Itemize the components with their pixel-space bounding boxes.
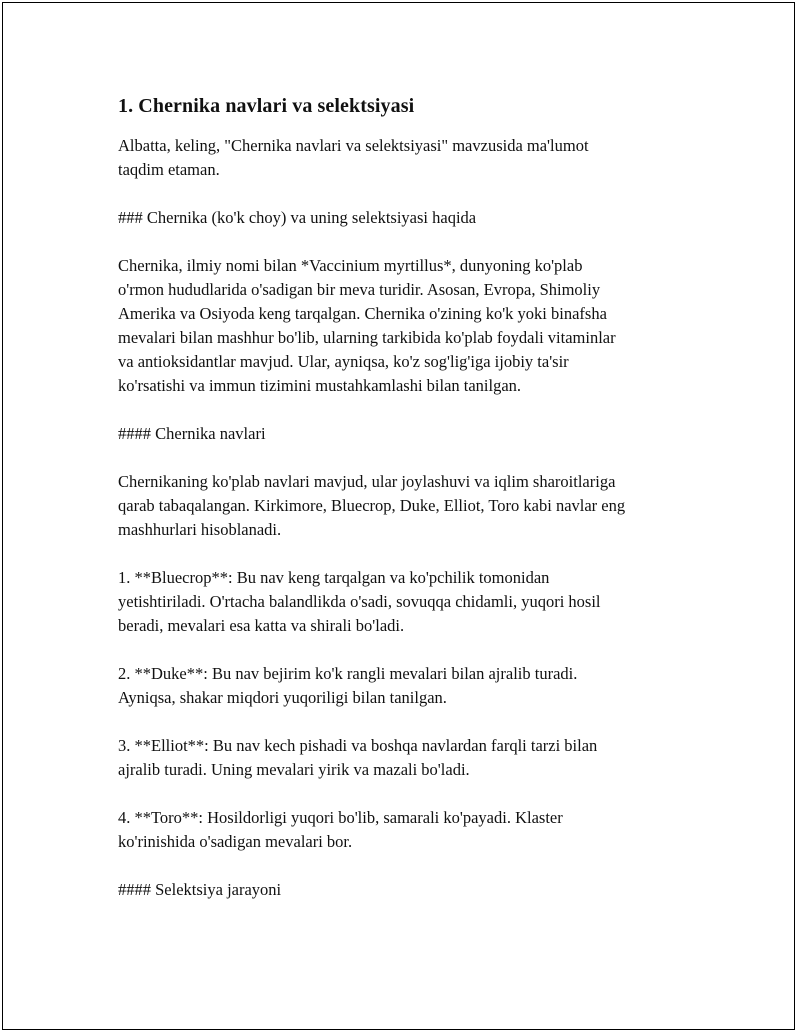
document-body [118,92,698,926]
list-item-duke: 2. **Duke**: Bu nav bejirim ko'k rangli mevalari bilan ajralib turadi. Ayniqsa, shakar miqdori yuqoriligi bilan tanilgan. [118,664,578,707]
subheading-selektsiya: #### Selektsiya jarayoni [118,880,282,899]
section-heading-chernika: ### Chernika (ko'k choy) va uning selektsiyasi haqida [118,208,477,227]
intro-paragraph: Albatta, keling, "Chernika navlari va selektsiyasi" mavzusida ma'lumot taqdim etaman. [118,136,589,179]
subheading-navlari: #### Chernika navlari [118,424,266,443]
document-title: 1. Chernika navlari va selektsiyasi [118,95,415,117]
list-item-bluecrop: 1. **Bluecrop**: Bu nav keng tarqalgan va ko'pchilik tomonidan yetishtiriladi. O'rtacha balandlikda o'sadi, sovuqqa chidamli, yuqori hosil beradi, mevalari esa katta va shirali bo'ladi. [118,568,601,635]
chernika-description-paragraph: Chernika, ilmiy nomi bilan *Vaccinium myrtillus*, dunyoning ko'plab o'rmon hududlarida o'sadigan bir meva turidir. Asosan, Evropa, Shimoliy Amerika va Osiyoda keng tarqalgan. Chernika o'zining ko'k yoki binafsha mevalari bilan mashhur bo'lib, ularning tarkibida ko'plab foydali vitaminlar va antioksidantlar mavjud. Ular, ayniqsa, ko'z sog'lig'iga ijobiy ta'sir ko'rsatishi va immun tizimini mustahkamlashi bilan tanilgan. [118,256,616,395]
list-item-toro: 4. **Toro**: Hosildorligi yuqori bo'lib, samarali ko'payadi. Klaster ko'rinishida o'sadigan mevalari bor. [118,808,563,851]
navlari-intro-paragraph: Chernikaning ko'plab navlari mavjud, ular joylashuvi va iqlim sharoitlariga qarab tabaqalangan. Kirkimore, Bluecrop, Duke, Elliot, Toro kabi navlar eng mashhurlari hisoblanadi. [118,472,626,539]
list-item-elliot: 3. **Elliot**: Bu nav kech pishadi va boshqa navlardan farqli tarzi bilan ajralib turadi. Uning mevalari yirik va mazali bo'ladi. [118,736,598,779]
